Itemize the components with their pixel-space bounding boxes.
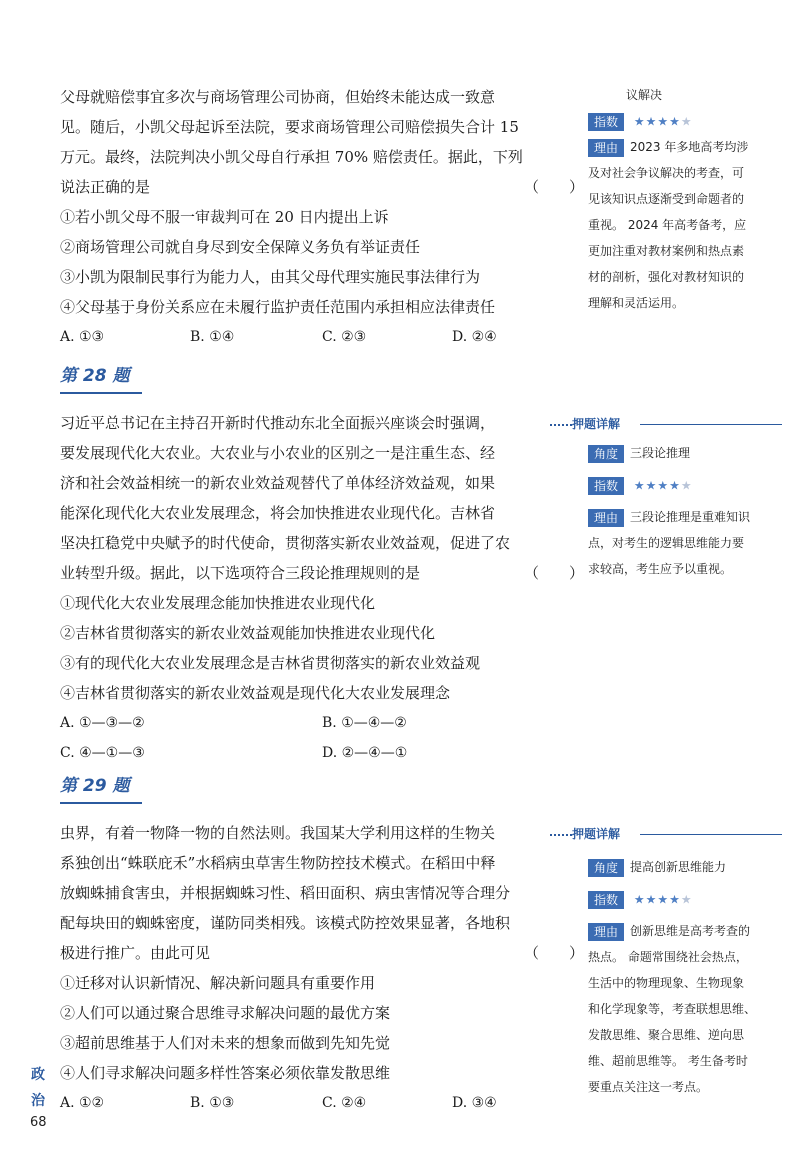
option-d: D. ②④ bbox=[452, 329, 497, 345]
banner-rule bbox=[640, 424, 782, 425]
reason-line: 要重点关注这一考点。 bbox=[588, 1080, 709, 1094]
answer-bracket: （ ） bbox=[524, 944, 585, 962]
answer-options-row-2 bbox=[60, 738, 550, 768]
answer-detail-banner bbox=[550, 414, 782, 434]
rating-stars-icon bbox=[634, 479, 693, 493]
reason-line: 求较高，考生应予以重视。 bbox=[588, 562, 733, 576]
stem-line: 见。随后，小凯父母起诉至法院，要求商场管理公司赔偿损失合计 15 bbox=[60, 118, 519, 136]
angle-tag: 角度 bbox=[588, 445, 624, 463]
choice-item: ④吉林省贯彻落实的新农业效益观是现代化大农业发展理念 bbox=[60, 684, 451, 702]
stem-line: 配每块田的蜘蛛密度，谨防同类相残。该模式防控效果显著，各地积 bbox=[60, 914, 511, 932]
choice-item: ①若小凯父母不服一审裁判可在 20 日内提出上诉 bbox=[60, 208, 389, 226]
stem-text: 说法正确的是 bbox=[60, 178, 151, 196]
question-27-continued bbox=[60, 82, 585, 352]
index-row bbox=[588, 108, 768, 134]
stem-line-last bbox=[60, 172, 585, 202]
choice-item: ④人们寻求解决问题多样性答案必须依靠发散思维 bbox=[60, 1064, 391, 1082]
choice-item: ②人们可以通过聚合思维寻求解决问题的最优方案 bbox=[60, 1004, 391, 1022]
stars-filled: ★★★★ bbox=[633, 114, 681, 129]
option-d: D. ③④ bbox=[452, 1095, 497, 1111]
answer-detail-banner bbox=[550, 824, 782, 844]
option-c: C. ②③ bbox=[322, 329, 367, 345]
reason-line-first bbox=[588, 918, 768, 944]
angle-text: 三段论推理 bbox=[630, 446, 691, 460]
reason-line: 见该知识点逐渐受到命题者的 bbox=[588, 192, 745, 206]
stars-empty: ★ bbox=[680, 478, 693, 493]
rating-stars-icon bbox=[634, 115, 693, 129]
reason-line: 热点。 命题常围绕社会热点， bbox=[588, 950, 748, 964]
reason-line: 理解和灵活运用。 bbox=[588, 296, 685, 310]
reason-line: 维、超前思维等。 考生备考时 bbox=[588, 1054, 748, 1068]
reason-block bbox=[588, 918, 768, 1100]
dotted-leader bbox=[550, 834, 572, 836]
stars-empty: ★ bbox=[680, 892, 693, 907]
reason-line: 更加注重对教材案例和热点素 bbox=[588, 244, 745, 258]
choice-item: ①现代化大农业发展理念能加快推进农业现代化 bbox=[60, 594, 376, 612]
question-28-title: 第 28 题 bbox=[60, 362, 142, 394]
reason-text: 创新思维是高考考查的 bbox=[630, 924, 751, 938]
stem-line: 放蜘蛛捕食害虫，并根据蜘蛛习性、稻田面积、病虫害情况等合理分 bbox=[60, 884, 511, 902]
question-28 bbox=[60, 408, 585, 768]
reason-line: 发散思维、聚合思维、逆向思 bbox=[588, 1028, 745, 1042]
question-29-title: 第 29 题 bbox=[60, 772, 142, 804]
stars-empty: ★ bbox=[680, 114, 693, 129]
answer-options-row-1 bbox=[60, 708, 550, 738]
page-number: 68 bbox=[30, 1115, 47, 1130]
option-a: A. ①② bbox=[60, 1095, 105, 1111]
stem-line-last bbox=[60, 938, 585, 968]
choice-item: ①迁移对认识新情况、解决新问题具有重要作用 bbox=[60, 974, 376, 992]
reason-block bbox=[588, 504, 768, 582]
choice-item: ③小凯为限制民事行为能力人，由其父母代理实施民事法律行为 bbox=[60, 268, 481, 286]
option-c: C. ④—①—③ bbox=[60, 745, 145, 761]
answer-bracket: （ ） bbox=[524, 564, 585, 582]
stem-line: 父母就赔偿事宜多次与商场管理公司协商，但始终未能达成一致意 bbox=[60, 88, 496, 106]
option-b: B. ①③ bbox=[190, 1095, 235, 1111]
sidebar-q29 bbox=[588, 854, 768, 1100]
stem-line: 系独创出“蛛联庇禾”水稻病虫草害生物防控技术模式。在稻田中释 bbox=[60, 854, 496, 872]
stem-line: 能深化现代化大农业发展理念，将会加快推进农业现代化。吉林省 bbox=[60, 504, 496, 522]
stem-line: 虫界，有着一物降一物的自然法则。我国某大学利用这样的生物关 bbox=[60, 824, 496, 842]
index-row bbox=[588, 886, 768, 912]
subject-label bbox=[30, 1062, 46, 1114]
choice-item: ④父母基于身份关系应在未履行监护责任范围内承担相应法律责任 bbox=[60, 298, 496, 316]
reason-line: 生活中的物理现象、生物现象 bbox=[588, 976, 745, 990]
angle-tag: 角度 bbox=[588, 859, 624, 877]
rating-stars-icon bbox=[634, 893, 693, 907]
choice-item: ②吉林省贯彻落实的新农业效益观能加快推进农业现代化 bbox=[60, 624, 436, 642]
reason-line: 及对社会争议解决的考查，可 bbox=[588, 166, 745, 180]
index-tag: 指数 bbox=[588, 113, 624, 131]
stars-filled: ★★★★ bbox=[633, 478, 681, 493]
reason-line-first bbox=[588, 504, 768, 530]
stem-text: 极进行推广。由此可见 bbox=[60, 944, 211, 962]
angle-row bbox=[588, 440, 768, 466]
answer-options bbox=[60, 322, 550, 352]
stem-line: 万元。最终，法院判决小凯父母自行承担 70% 赔偿责任。据此，下列 bbox=[60, 148, 523, 166]
stem-line: 济和社会效益相统一的新农业效益观替代了单体经济效益观，如果 bbox=[60, 474, 496, 492]
reason-line: 和化学现象等，考查联想思维、 bbox=[588, 1002, 757, 1016]
option-a: A. ①③ bbox=[60, 329, 105, 345]
reason-tag: 理由 bbox=[588, 509, 624, 527]
choice-item: ②商场管理公司就自身尽到安全保障义务负有举证责任 bbox=[60, 238, 421, 256]
reason-line: 点，对考生的逻辑思维能力要 bbox=[588, 536, 745, 550]
answer-bracket: （ ） bbox=[524, 178, 585, 196]
reason-tag: 理由 bbox=[588, 923, 624, 941]
dotted-leader bbox=[550, 424, 572, 426]
banner-label: 押题详解 bbox=[572, 827, 621, 841]
stem-line-last bbox=[60, 558, 585, 588]
option-a: A. ①—③—② bbox=[60, 715, 145, 731]
stars-filled: ★★★★ bbox=[633, 892, 681, 907]
banner-label: 押题详解 bbox=[572, 417, 621, 431]
reason-text: 三段论推理是重难知识 bbox=[630, 510, 751, 524]
option-c: C. ②④ bbox=[322, 1095, 367, 1111]
reason-tag: 理由 bbox=[588, 139, 624, 157]
option-b: B. ①④ bbox=[190, 329, 235, 345]
question-29 bbox=[60, 818, 585, 1118]
angle-row bbox=[588, 854, 768, 880]
subject-char-2: 治 bbox=[31, 1093, 45, 1109]
sidebar-heading: 议解决 bbox=[626, 88, 663, 102]
answer-options bbox=[60, 1088, 550, 1118]
index-tag: 指数 bbox=[588, 477, 624, 495]
stem-text: 业转型升级。据此，以下选项符合三段论推理规则的是 bbox=[60, 564, 421, 582]
reason-line-first bbox=[588, 134, 768, 160]
stem-line: 习近平总书记在主持召开新时代推动东北全面振兴座谈会时强调， bbox=[60, 414, 496, 432]
stem-line: 要发展现代化大农业。大农业与小农业的区别之一是注重生态、经 bbox=[60, 444, 496, 462]
index-row bbox=[588, 472, 768, 498]
sidebar-q28 bbox=[588, 440, 768, 582]
subject-char-1: 政 bbox=[31, 1067, 45, 1083]
choice-item: ③有的现代化大农业发展理念是吉林省贯彻落实的新农业效益观 bbox=[60, 654, 481, 672]
choice-item: ③超前思维基于人们对未来的想象而做到先知先觉 bbox=[60, 1034, 391, 1052]
reason-line: 材的剖析，强化对教材知识的 bbox=[588, 270, 745, 284]
reason-text: 2023 年多地高考均涉 bbox=[630, 140, 749, 154]
reason-block bbox=[588, 134, 768, 316]
option-b: B. ①—④—② bbox=[322, 715, 407, 731]
reason-line: 重视。 2024 年高考备考，应 bbox=[588, 218, 747, 232]
banner-rule bbox=[640, 834, 782, 835]
sidebar-q27 bbox=[588, 82, 768, 316]
angle-text: 提高创新思维能力 bbox=[630, 860, 727, 874]
option-d: D. ②—④—① bbox=[322, 745, 408, 761]
index-tag: 指数 bbox=[588, 891, 624, 909]
stem-line: 坚决扛稳党中央赋予的时代使命，贯彻落实新农业效益观，促进了农 bbox=[60, 534, 511, 552]
